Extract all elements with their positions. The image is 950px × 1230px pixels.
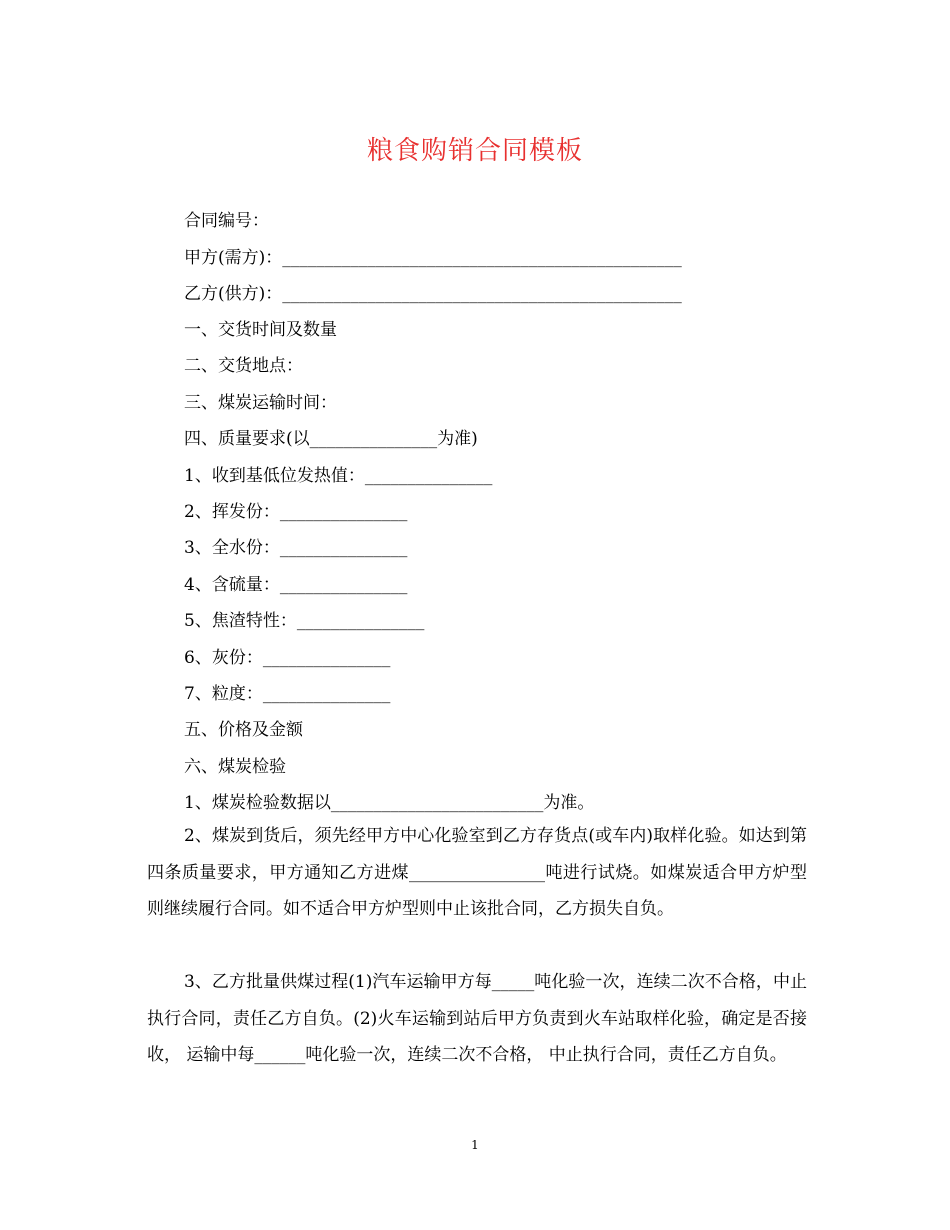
section-3-heading: 三、煤炭运输时间：	[184, 393, 337, 413]
quality-item-7: 7、粒度：_______________	[184, 684, 391, 704]
quality-item-6: 6、灰份：_______________	[184, 648, 391, 668]
inspection-item-2-paragraph: 2、煤炭到货后，须先经甲方中心化验室到乙方存货点(或车内)取样化验。如达到第四条质量要求，甲方通知乙方进煤________________吨进行试烧。如煤炭适合甲方炉型则继续履行合同。如不适合甲方炉型则中止该批合同，乙方损失自负。	[147, 826, 807, 919]
section-1-heading: 一、交货时间及数量	[184, 320, 337, 340]
section-2-heading: 二、交货地点：	[184, 356, 303, 376]
contract-number-line: 合同编号：	[184, 211, 269, 231]
party-b-line: 乙方(供方)：_______________________________________________	[184, 284, 682, 304]
quality-item-2: 2、挥发份：_______________	[184, 502, 408, 522]
document-title: 粮食购销合同模板	[366, 136, 583, 166]
section-4-heading: 四、质量要求(以_______________为准)	[184, 429, 478, 449]
party-a-line: 甲方(需方)：_______________________________________________	[184, 248, 682, 268]
inspection-item-1: 1、煤炭检验数据以_________________________为准。	[184, 793, 595, 813]
section-5-heading: 五、价格及金额	[184, 720, 303, 740]
page-number: 1	[471, 1138, 479, 1152]
inspection-item-3-paragraph: 3、乙方批量供煤过程(1)汽车运输甲方每_____吨化验一次，连续二次不合格，中止执行合同，责任乙方自负。(2)火车运输到站后甲方负责到火车站取样化验，确定是否接收， 运输中每______吨化验一次，连续二次不合格， 中止执行合同，责任乙方自负。	[147, 972, 807, 1065]
section-6-heading: 六、煤炭检验	[184, 757, 286, 777]
quality-item-4: 4、含硫量：_______________	[184, 575, 408, 595]
quality-item-3: 3、全水份：_______________	[184, 538, 408, 558]
quality-item-5: 5、焦渣特性：_______________	[184, 611, 425, 631]
quality-item-1: 1、收到基低位发热值：_______________	[184, 466, 493, 486]
